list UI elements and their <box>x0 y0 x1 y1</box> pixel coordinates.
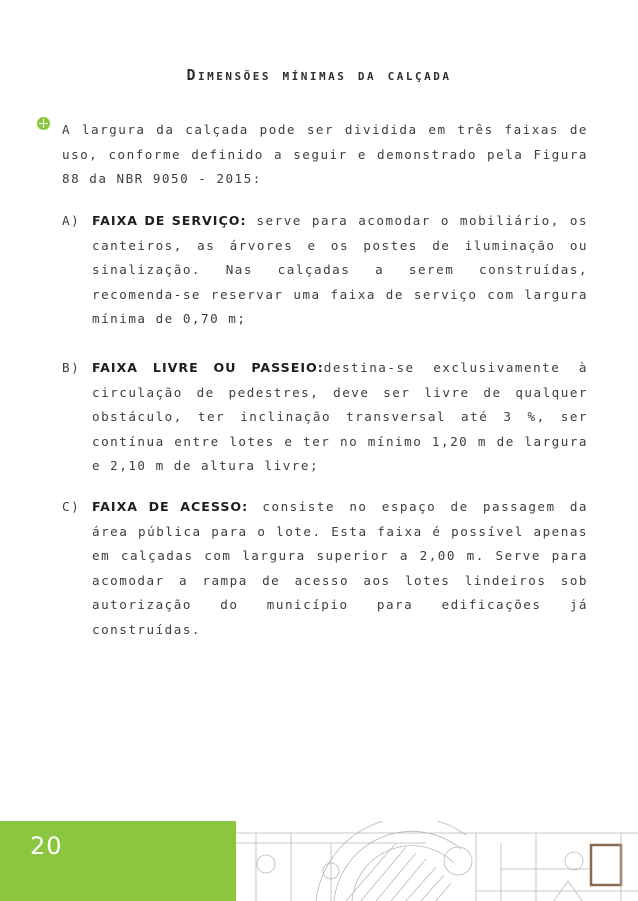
page-number: 20 <box>30 832 63 860</box>
plus-bullet-icon <box>37 117 50 130</box>
list-marker: A) <box>62 213 81 228</box>
architectural-plan-decoration <box>236 821 638 901</box>
list-marker: B) <box>62 360 81 375</box>
intro-paragraph: A largura da calçada pode ser dividida em três faixas de uso, conforme definido a seguir e demonstrado pela Figura 88 da NBR 9050 - 2015: <box>62 122 588 186</box>
section-title: Dimensões mínimas da calçada <box>186 66 452 84</box>
list-item-faixa-livre <box>62 356 588 479</box>
list-item-faixa-acesso <box>62 495 588 642</box>
list-item-body <box>92 495 588 642</box>
list-item-body <box>92 356 588 479</box>
list-item-text: serve para acomodar o mobiliário, os canteiros, as árvores e os postes de iluminação ou sinalização. Nas calçadas a serem construídas, recomenda-se reservar uma faixa de serviço com largura mínima de 0,70 m; <box>92 213 588 326</box>
list-item-text: consiste no espaço de passagem da área pública para o lote. Esta faixa é possível apenas em calçadas com largura superior a 2,00 m. Serve para acomodar a rampa de acesso aos lotes lindeiros sob autorização do município para edificações já construídas. <box>92 499 588 637</box>
list-item-term: FAIXA DE SERVIÇO: <box>92 213 247 228</box>
list-item-text: destina-se exclusivamente à circulação de pedestres, deve ser livre de qualquer obstáculo, ter inclinação transversal até 3 %, ser contínua entre lotes e ter no mínimo 1,20 m de largura e 2,10 m de altura livre; <box>92 360 588 473</box>
list-item-term: FAIXA LIVRE OU PASSEIO: <box>92 360 324 375</box>
list-item-body <box>92 209 588 332</box>
list-marker: C) <box>62 499 81 514</box>
list-item-term: FAIXA DE ACESSO: <box>92 499 249 514</box>
list-item-faixa-servico <box>62 209 588 332</box>
